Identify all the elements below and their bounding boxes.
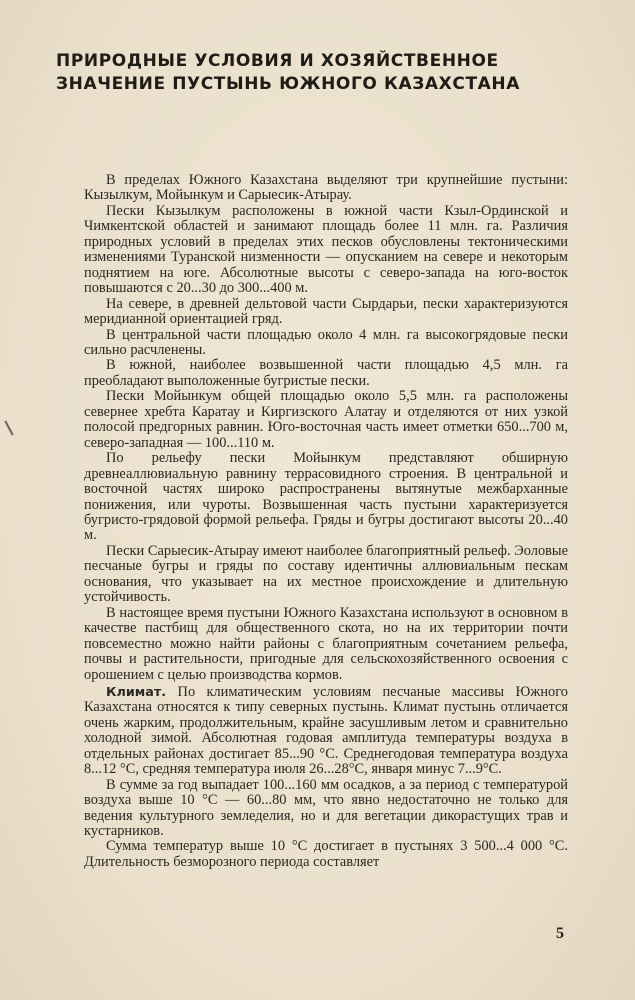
- paragraph: Сумма температур выше 10 °С достигает в пустынях 3 500...4 000 °С. Длительность безморозного периода составляет: [84, 838, 568, 870]
- paragraph: В настоящее время пустыни Южного Казахстана используют в основном в качестве пастбищ для общественного скота, но на их территории почти повсеместно можно найти районы с благоприятным сочетанием рельефа, почвы и растительности, пригодные для сельскохозяйственного освоения с орошением с целью производства кормов.: [84, 604, 568, 683]
- paragraph: В южной, наиболее возвышенной части площадью 4,5 млн. га преобладают выположенные бугристые пески.: [84, 357, 568, 389]
- paragraph: На севере, в древней дельтовой части Сырдарьи, пески характеризуются меридианной ориентацией гряд.: [84, 295, 568, 328]
- paragraph: Пески Кызылкум расположены в южной части Кзыл-Ординской и Чимкентской областей и занимают площадь более 11 млн. га. Различия природных условий в пределах этих песков обусловлены тектоническими изменениями Туранской низменности — опусканием на севере и некоторым поднятием на юге. Абсолютные высоты с северо-запада на юго-восток повышаются с 20...30 до 300...400 м.: [84, 202, 568, 297]
- margin-mark: [4, 420, 13, 435]
- climate-heading: Климат.: [106, 684, 167, 700]
- paragraph: Пески Мойынкум общей площадью около 5,5 млн. га расположены севернее хребта Каратау и Киргизского Алатау и отделяются от них узкой полосой предгорных равнин. Юго-восточная часть имеет отметки 650...700 м, северо-западная — 100...110 м.: [84, 388, 568, 451]
- climate-text: По климатическим условиям песчаные массивы Южного Казахстана относятся к типу северных пустынь. Климат пустынь отличается очень жарким, продолжительным, крайне засушливым летом и сравнительно холодной зимой. Абсолютная годовая амплитуда температуры воздуха в отдельных районах достигает 85...90 °С. Среднегодовая температура воздуха 8...12 °С, средняя температура июля 26...28°С, января минус 7...9°С.: [84, 683, 568, 778]
- page-number: 5: [556, 925, 564, 942]
- paragraph: Пески Сарыесик-Атырау имеют наиболее благоприятный рельеф. Эоловые песчаные бугры и гряды по составу идентичны аллювиальным пескам основания, что указывает на их местное происхождение и длительную устойчивость.: [84, 542, 568, 606]
- body-text: [84, 173, 568, 870]
- chapter-title: ПРИРОДНЫЕ УСЛОВИЯ И ХОЗЯЙСТВЕННОЕ ЗНАЧЕНИЕ ПУСТЫНЬ ЮЖНОГО КАЗАХСТАНА: [56, 51, 520, 94]
- climate-paragraph: [84, 685, 568, 778]
- paragraph: В пределах Южного Казахстана выделяют три крупнейшие пустыни: Кызылкум, Мойынкум и Сарыесик-Атырау.: [84, 172, 568, 204]
- paragraph: По рельефу пески Мойынкум представляют обширную древнеаллювиальную равнину террасовидного строения. В центральной и восточной частях широко распространены вытянутые межбарханные понижения, или чуроты. Возвышенная часть пустыни характеризуется бугристо-грядовой формой рельефа. Гряды и бугры достигают высоты 20...40 м.: [84, 450, 568, 544]
- paragraph: В сумме за год выпадает 100...160 мм осадков, а за период с температурой воздуха выше 10 °С — 60...80 мм, что явно недостаточно не только для ведения культурного земледелия, но и для вегетации дикорастущих трав и кустарников.: [84, 776, 568, 840]
- paragraph: В центральной части площадью около 4 млн. га высокогрядовые пески сильно расчленены.: [84, 326, 568, 358]
